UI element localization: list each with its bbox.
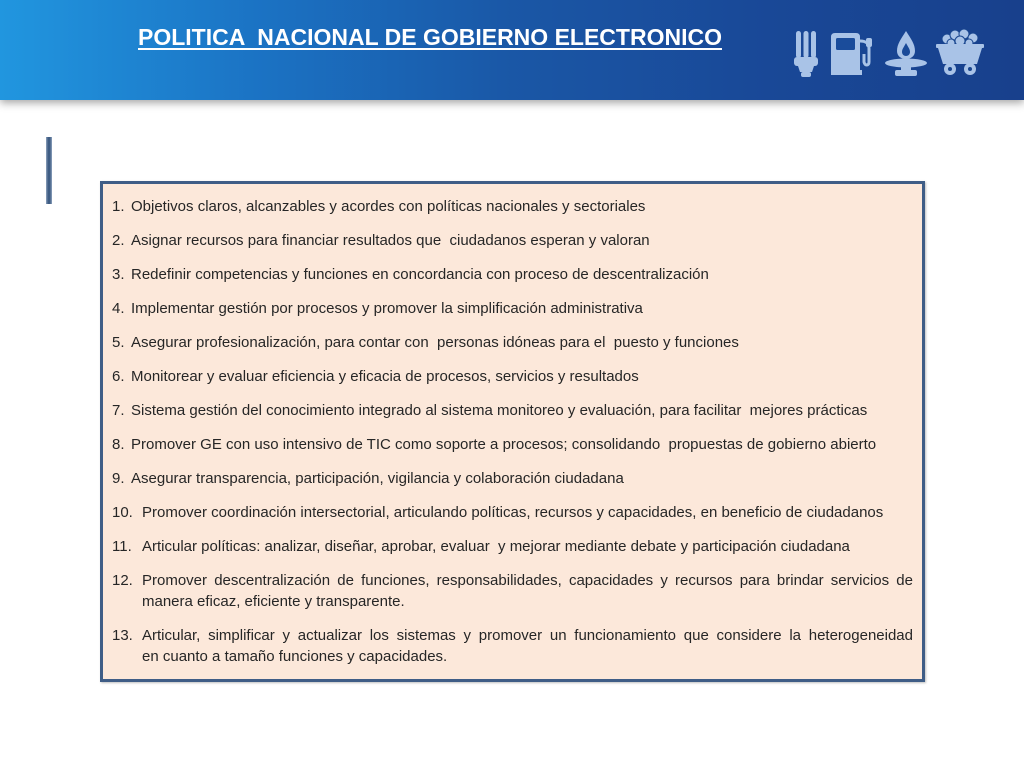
item-number: 7. (112, 402, 125, 419)
gas-flame-icon (884, 31, 928, 76)
item-text-line: Sistema gestión del conocimiento integrado al sistema monitoreo y evaluación, para facilitar mejores prácticas (131, 402, 868, 419)
item-number: 3. (112, 266, 125, 283)
item-number: 11. (112, 538, 132, 555)
item-text (131, 264, 913, 285)
item-text (131, 332, 913, 353)
item-text-line: Asignar recursos para financiar resultados que ciudadanos esperan y valoran (131, 232, 650, 249)
item-text-line: Objetivos claros, alcanzables y acordes con políticas nacionales y sectoriales (131, 198, 646, 215)
item-text (142, 536, 913, 557)
item-text (131, 400, 913, 421)
list-item (112, 366, 913, 387)
page-title: POLITICA NACIONAL DE GOBIERNO ELECTRONICO (138, 24, 722, 50)
item-number: 6. (112, 368, 125, 385)
item-text (131, 230, 913, 251)
item-text-line: Promover descentralización de funciones, responsabilidades, capacidades y recursos para brindar servicios de (142, 572, 913, 589)
list-item (112, 298, 913, 319)
policy-list-box (100, 181, 925, 682)
item-text (131, 468, 913, 489)
list-item (112, 502, 913, 523)
list-item (112, 468, 913, 489)
item-text-line: Promover GE con uso intensivo de TIC como soporte a procesos; consolidando propuestas de gobierno abierto (131, 436, 877, 453)
item-number: 5. (112, 334, 125, 351)
item-text-line: Asegurar profesionalización, para contar con personas idóneas para el puesto y funciones (131, 334, 739, 351)
item-text-line: Redefinir competencias y funciones en concordancia con proceso de descentralización (131, 266, 709, 283)
item-text (131, 196, 913, 217)
list-item (112, 536, 913, 557)
item-text (142, 625, 913, 667)
list-item (112, 332, 913, 353)
item-text-line: Implementar gestión por procesos y promover la simplificación administrativa (131, 300, 643, 317)
list-item (112, 264, 913, 285)
item-text-line: en cuanto a tamaño funciones y capacidades. (142, 648, 448, 665)
list-item (112, 625, 913, 667)
item-number: 9. (112, 470, 125, 487)
item-text (142, 570, 913, 612)
item-number: 8. (112, 436, 125, 453)
list-item (112, 230, 913, 251)
lightbulb-icon (793, 31, 819, 77)
list-item (112, 400, 913, 421)
item-text-line: Asegurar transparencia, participación, vigilancia y colaboración ciudadana (131, 470, 624, 487)
list-item (112, 434, 913, 455)
item-text-line: Promover coordinación intersectorial, articulando políticas, recursos y capacidades, en beneficio de ciudadanos (142, 504, 884, 521)
item-text (131, 298, 913, 319)
item-number: 10. (112, 504, 133, 521)
item-number: 4. (112, 300, 125, 317)
item-text-line: Articular políticas: analizar, diseñar, aprobar, evaluar y mejorar mediante debate y participación ciudadana (142, 538, 850, 555)
item-text (131, 434, 913, 455)
item-text-line: Monitorear y evaluar eficiencia y eficacia de procesos, servicios y resultados (131, 368, 639, 385)
mine-cart-icon (936, 29, 984, 76)
item-number: 1. (112, 198, 125, 215)
item-text (131, 366, 913, 387)
header-bar (0, 0, 1024, 100)
list-item (112, 196, 913, 217)
item-text-line: manera eficaz, eficiente y transparente. (142, 593, 405, 610)
item-number: 12. (112, 572, 133, 589)
item-text (142, 502, 913, 523)
item-text-line: Articular, simplificar y actualizar los sistemas y promover un funcionamiento que considere la heterogeneidad (142, 627, 913, 644)
decorative-side-bar (46, 137, 52, 204)
item-number: 2. (112, 232, 125, 249)
list-item (112, 570, 913, 612)
fuel-pump-icon (831, 32, 875, 75)
item-number: 13. (112, 627, 133, 644)
